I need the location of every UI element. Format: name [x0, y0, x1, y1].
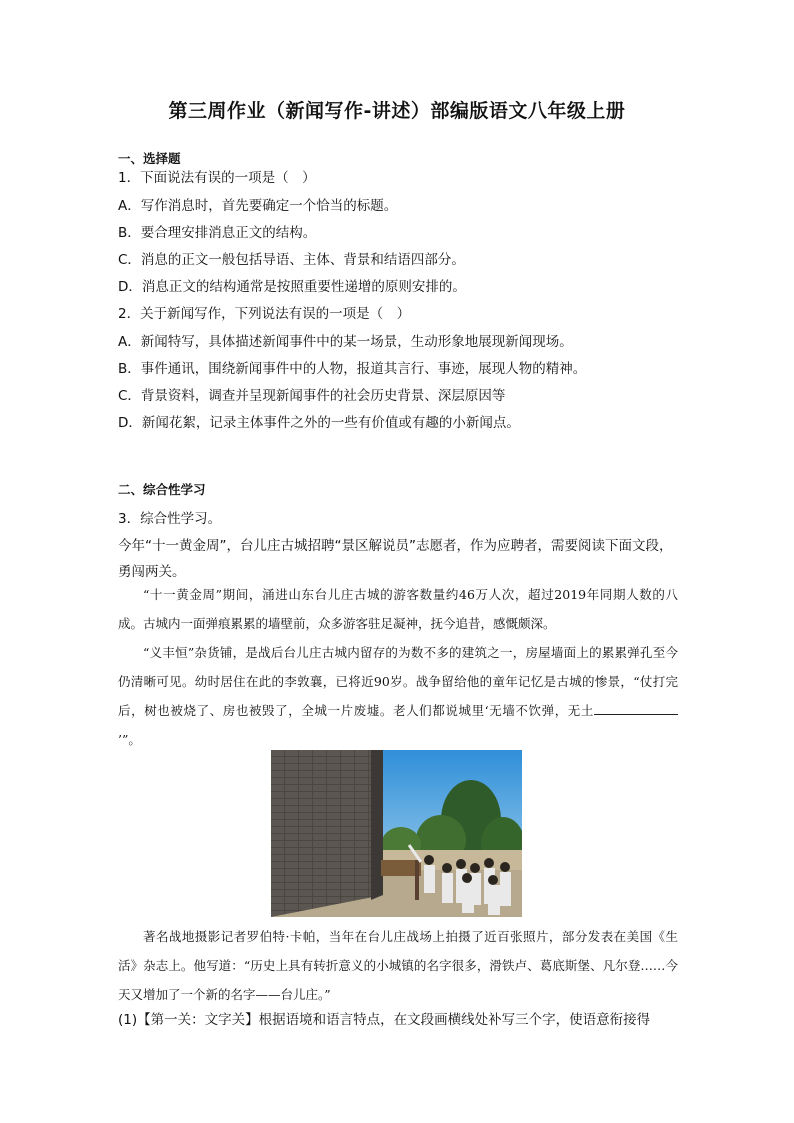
passage-paragraph-1: “十一黄金周”期间，涌进山东台儿庄古城的游客数量约46万人次，超过2019年同期人数的八成。古城内一面弹痕累累的墙壁前，众多游客驻足凝神，抚今追昔，感慨颇深。: [118, 587, 678, 631]
section-heading-choice: 一、选择题: [118, 151, 181, 166]
q2-option-a: A．新闻特写，具体描述新闻事件中的某一场景，生动形象地展现新闻现场。: [118, 334, 573, 350]
q2-option-b: B．事件通讯，围绕新闻事件中的人物，报道其言行、事迹，展现人物的精神。: [118, 361, 587, 377]
fill-in-blank[interactable]: [594, 700, 678, 715]
page-title: 第三周作业（新闻写作-讲述）部编版语文八年级上册: [168, 100, 626, 122]
passage-paragraph-2: [118, 638, 678, 754]
intro-line-1: 今年“十一黄金周”，台儿庄古城招聘“景区解说员”志愿者，作为应聘者，需要阅读下面文段，: [118, 538, 673, 554]
q1-option-d: D．消息正文的结构通常是按照重要性递增的原则安排的。: [118, 279, 466, 295]
sub-question-1: (1)【第一关：文字关】根据语境和语言特点，在文段画横线处补写三个字，使语意衔接得: [118, 1012, 651, 1028]
q1-option-b: B．要合理安排消息正文的结构。: [118, 225, 317, 241]
passage-paragraph-3: 著名战地摄影记者罗伯特·卡帕，当年在台儿庄战场上拍摄了近百张照片，部分发表在美国《生活》杂志上。他写道：“历史上具有转折意义的小城镇的名字很多，滑铁卢、葛底斯堡、凡尔登……今天又增加了一个新的名字——台儿庄。”: [118, 929, 678, 1002]
question-1-stem: 1．下面说法有误的一项是（ ）: [118, 170, 316, 186]
photo-illustration: [271, 750, 522, 917]
q2-option-d: D．新闻花絮，记录主体事件之外的一些有价值或有趣的小新闻点。: [118, 415, 520, 431]
reading-passage-continued: [118, 922, 678, 1009]
q2-option-c: C．背景资料，调查并呈现新闻事件的社会历史背景、深层原因等: [118, 388, 506, 404]
reading-passage: [118, 580, 678, 754]
section-heading-comprehensive: 二、综合性学习: [118, 482, 206, 497]
q1-option-a: A．写作消息时，首先要确定一个恰当的标题。: [118, 198, 398, 214]
question-3-stem: 3．综合性学习。: [118, 511, 222, 527]
question-2-stem: 2．关于新闻写作，下列说法有误的一项是（ ）: [118, 306, 411, 322]
q1-option-c: C．消息的正文一般包括导语、主体、背景和结语四部分。: [118, 252, 465, 268]
passage-paragraph-2-end: ’”。: [118, 732, 141, 747]
taierzhuang-photo: [271, 750, 522, 917]
passage-paragraph-2-text: “义丰恒”杂货铺，是战后台儿庄古城内留存的为数不多的建筑之一，房屋墙面上的累累弹孔至今仍清晰可见。幼时居住在此的李敦襄，已将近90岁。战争留给他的童年记忆是古城的惨景，“仗打完后，树也被烧了、房也被毁了，全城一片废墟。老人们都说城里‘无墙不饮弹，无土: [118, 645, 678, 718]
intro-line-2: 勇闯两关。: [118, 564, 186, 580]
